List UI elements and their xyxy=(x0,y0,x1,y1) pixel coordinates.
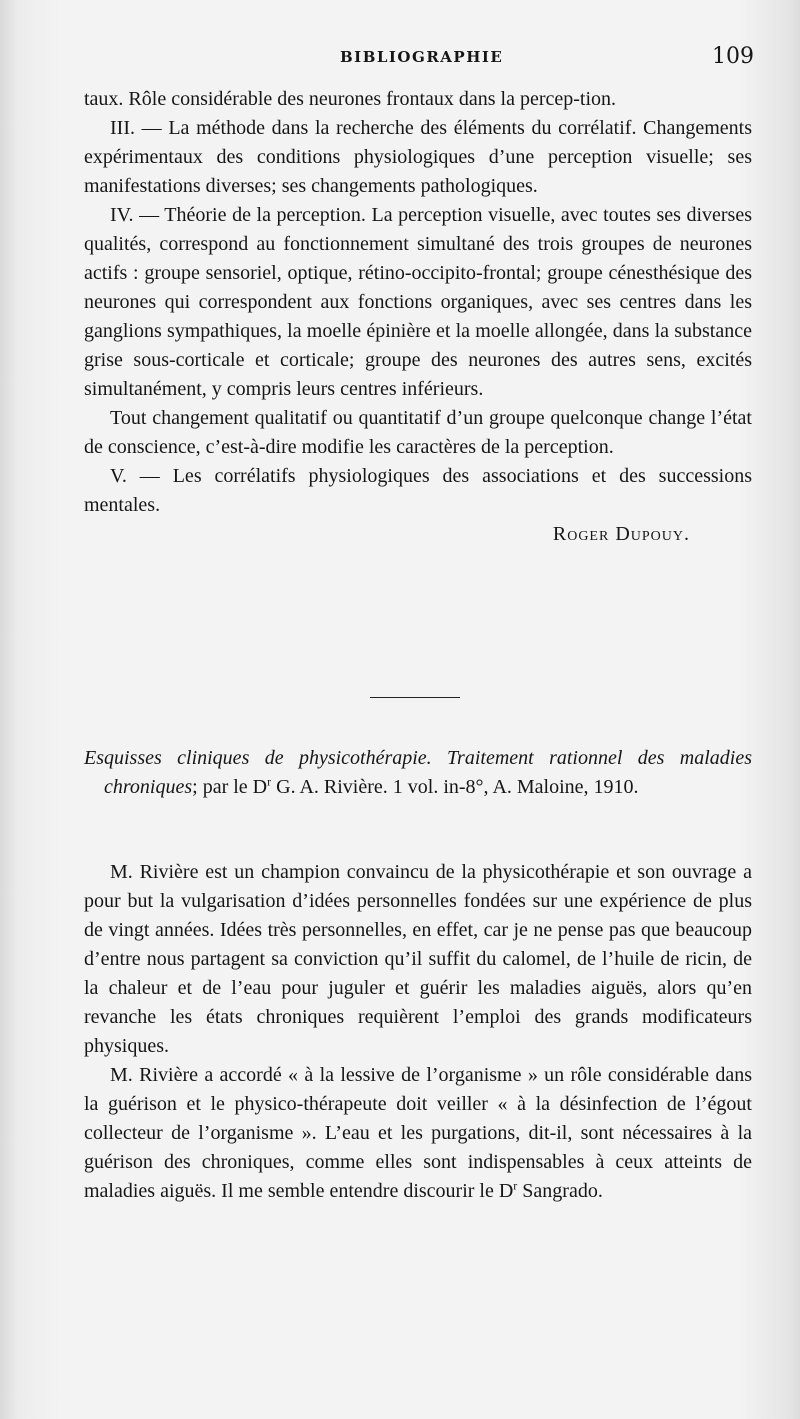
review-end-tail: Sangrado. xyxy=(517,1180,603,1202)
paragraph-section-iv: IV. — Théorie de la perception. La perception visuelle, avec toutes ses diverses qualités, correspond au fonctionnement simultané des trois groupes de neurones actifs : groupe sensoriel, optique, rétino-occipito-frontal; groupe cénesthésique des neurones qui correspondent aux fonctions organiques, avec ses centres dans les ganglions sympathiques, la moelle épinière et la moelle allongée, dans la substance grise sous-corticale et corticale; groupe des neurones des autres sens, excités simultanément, y compris leurs centres inférieurs. xyxy=(84,204,752,400)
reference-sup: r xyxy=(267,774,272,789)
paragraph-section-v: V. — Les corrélatifs physiologiques des associations et des successions mentales. xyxy=(84,465,752,516)
reference-line xyxy=(84,744,752,802)
reference-title: Esquisses cliniques de physicothérapie. Traitement rationnel des maladies chroniques xyxy=(84,747,752,798)
review-paragraph-2-text: M. Rivière a accordé « à la lessive de l’organisme » un rôle considérable dans la guérison et le physico-thérapeute doit veiller « à la désinfection de l’égout collecteur de l’organisme ». L’eau et les purgations, dit-il, sont nécessaires à la guérison des chroniques, comme elles sont indispensables à ceux atteints de maladies aiguës. Il me semble entendre discourir le D xyxy=(84,1064,752,1202)
body-text xyxy=(84,85,752,549)
paragraph-change: Tout changement qualitatif ou quantitatif d’un groupe quelconque change l’état de conscience, c’est-à-dire modifie les caractères de la perception. xyxy=(84,407,752,458)
paragraph-section-iii: III. — La méthode dans la recherche des éléments du corrélatif. Changements expérimentaux des conditions physiologiques d’une perception visuelle; ses manifestations diverses; ses changements pathologiques. xyxy=(84,117,752,197)
section-divider xyxy=(370,697,460,698)
author-signature: Roger Dupouy. xyxy=(552,523,690,545)
reference-prefix: ; par le D xyxy=(192,776,268,798)
review-text xyxy=(84,858,752,1206)
review-paragraph-2 xyxy=(84,1061,752,1206)
page-header xyxy=(84,46,756,74)
reference-details: G. A. Rivière. 1 vol. in-8°, A. Maloine, 1910. xyxy=(271,776,639,798)
review-end-sup: r xyxy=(513,1178,518,1193)
paragraph-1: taux. Rôle considérable des neurones frontaux dans la percep-tion. xyxy=(84,88,617,110)
bibliographic-reference xyxy=(84,744,752,802)
page-number: 109 xyxy=(712,44,754,69)
running-title: BIBLIOGRAPHIE xyxy=(340,48,504,66)
review-paragraph-1: M. Rivière est un champion convaincu de la physicothérapie et son ouvrage a pour but la vulgarisation d’idées personnelles fondées sur une expérience de plus de vingt années. Idées très personnelles, en effet, car je ne pense pas que beaucoup d’entre nous partagent sa conviction qu’il suffit du calomel, de l’huile de ricin, de la chaleur et de l’eau pour juguler et guérir les maladies aiguës, alors qu’en revanche les états chroniques requièrent l’emploi des grands modificateurs physiques. xyxy=(84,861,752,1057)
